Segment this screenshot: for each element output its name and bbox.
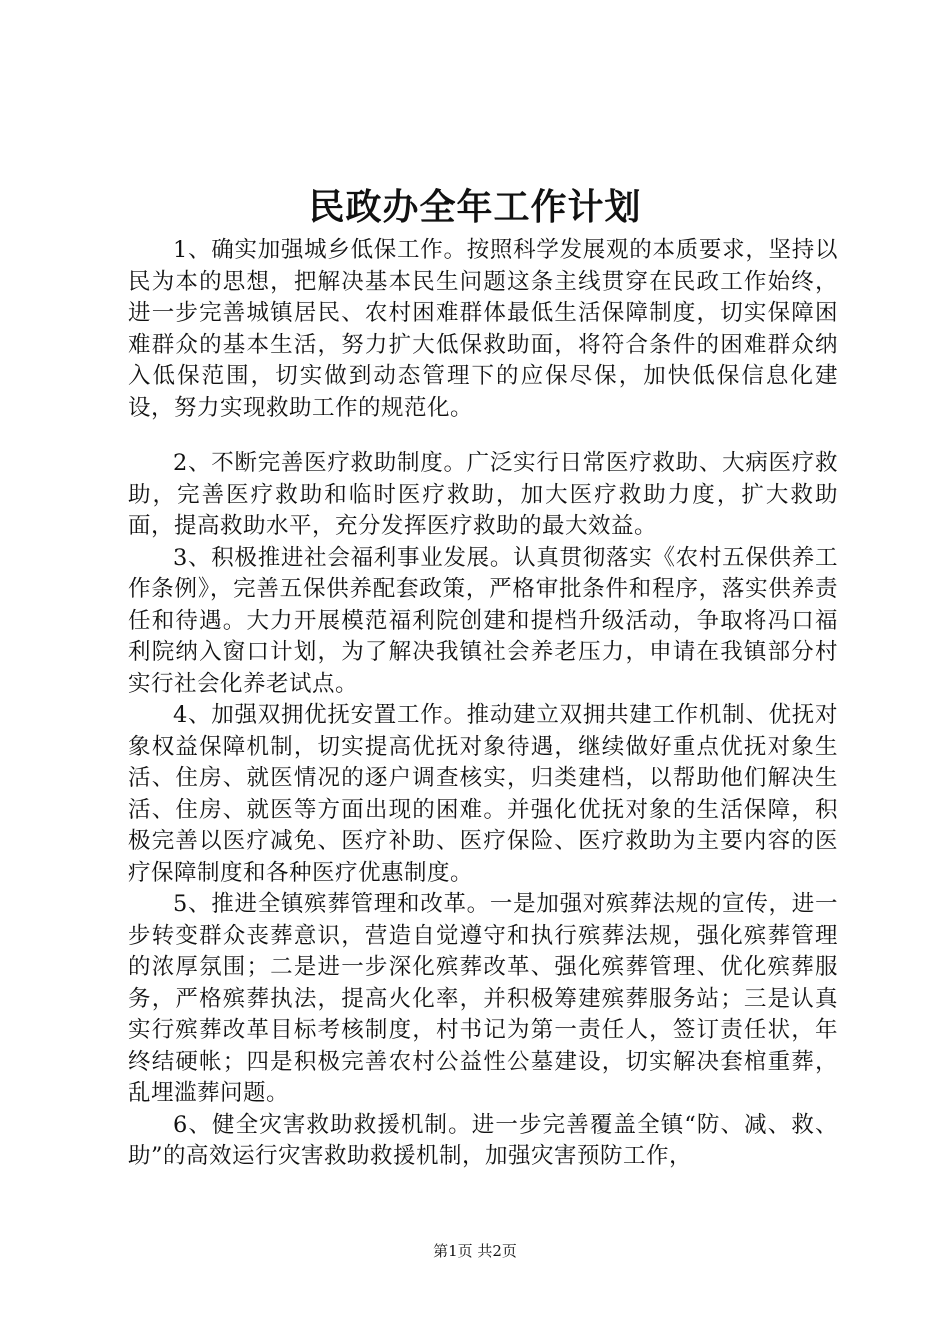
paragraph-6: 6、健全灾害救助救援机制。进一步完善覆盖全镇“防、减、救、助”的高效运行灾害救助救援机制，加强灾害预防工作，: [128, 1111, 838, 1169]
paragraph-5: 5、推进全镇殡葬管理和改革。一是加强对殡葬法规的宣传，进一步转变群众丧葬意识，营造自觉遵守和执行殡葬法规，强化殡葬管理的浓厚氛围；二是进一步深化殡葬改革、强化殡葬管理、优化殡葬服务，严格殡葬执法，提高火化率，并积极筹建殡葬服务站；三是认真实行殡葬改革目标考核制度，村书记为第一责任人，签订责任状，年终结硬帐；四是积极完善农村公益性公墓建设，切实解决套棺重葬，乱埋滥葬问题。: [128, 891, 838, 1106]
document-title: 民政办全年工作计划: [308, 187, 642, 228]
paragraph-3: 3、积极推进社会福利事业发展。认真贯彻落实《农村五保供养工作条例》，完善五保供养配套政策，严格审批条件和程序，落实供养责任和待遇。大力开展模范福利院创建和提档升级活动，争取将冯口福利院纳入窗口计划，为了解决我镇社会养老压力，申请在我镇部分村实行社会化养老试点。: [128, 544, 838, 697]
document-body: [128, 235, 838, 1173]
paragraph-2: 2、不断完善医疗救助制度。广泛实行日常医疗救助、大病医疗救助，完善医疗救助和临时医疗救助，加大医疗救助力度，扩大救助面，提高救助水平，充分发挥医疗救助的最大效益。: [128, 450, 838, 539]
paragraph-1: 1、确实加强城乡低保工作。按照科学发展观的本质要求，坚持以民为本的思想，把解决基本民生问题这条主线贯穿在民政工作始终，进一步完善城镇居民、农村困难群体最低生活保障制度，切实保障困难群众的基本生活，努力扩大低保救助面，将符合条件的困难群众纳入低保范围，切实做到动态管理下的应保尽保，加快低保信息化建设，努力实现救助工作的规范化。: [128, 237, 838, 421]
page-footer: 第1页 共2页: [433, 1242, 517, 1260]
paragraph-4: 4、加强双拥优抚安置工作。推动建立双拥共建工作机制、优抚对象权益保障机制，切实提高优抚对象待遇，继续做好重点优抚对象生活、住房、就医情况的逐户调查核实，归类建档，以帮助他们解决生活、住房、就医等方面出现的困难。并强化优抚对象的生活保障，积极完善以医疗减免、医疗补助、医疗保险、医疗救助为主要内容的医疗保障制度和各种医疗优惠制度。: [128, 702, 838, 886]
